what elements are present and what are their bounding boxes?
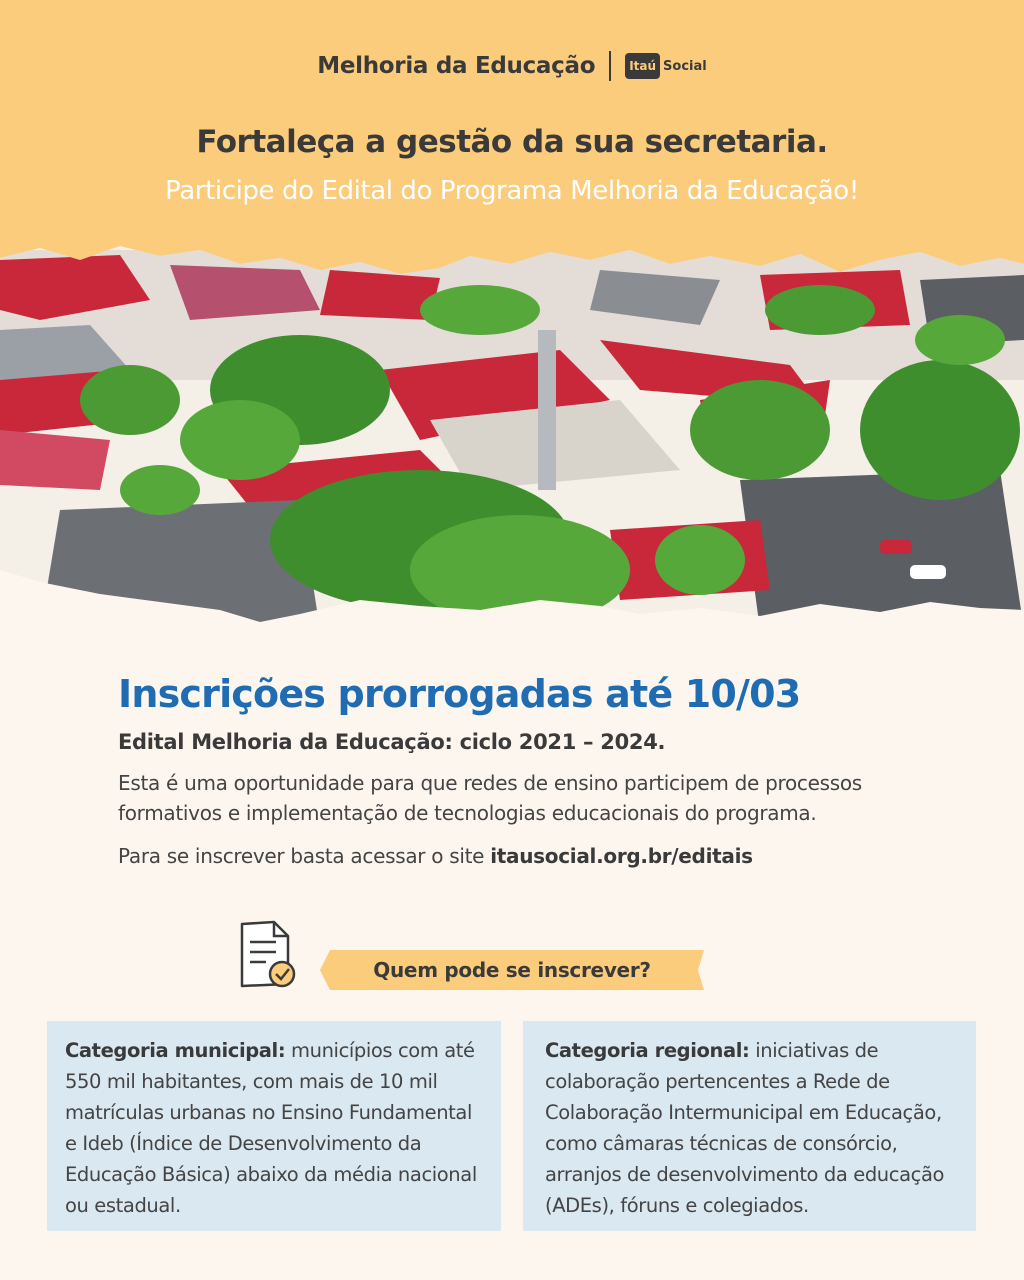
card-line: matrículas urbanas no Ensino Fundamental — [65, 1101, 472, 1124]
document-check-icon — [236, 918, 300, 994]
card-line: como câmaras técnicas de consórcio, — [545, 1132, 898, 1155]
card-municipal — [47, 1021, 501, 1231]
card-municipal-label: Categoria municipal: — [65, 1039, 286, 1062]
who-can-apply-label: Quem pode se inscrever? — [373, 958, 651, 982]
card-line: Educação Básica) abaixo da média nacional — [65, 1163, 477, 1186]
card-line: Colaboração Intermunicipal em Educação, — [545, 1101, 942, 1124]
main-content — [118, 672, 938, 868]
description-line: Esta é uma oportunidade para que redes de ensino participem de processos — [118, 771, 862, 795]
signup-instructions — [118, 844, 938, 868]
description — [118, 768, 938, 828]
card-line: colaboração pertencentes a Rede de — [545, 1070, 890, 1093]
card-line: (ADEs), fóruns e colegiados. — [545, 1194, 809, 1217]
card-line: 550 mil habitantes, com mais de 10 mil — [65, 1070, 438, 1093]
deadline-title: Inscrições prorrogadas até 10/03 — [118, 672, 801, 716]
signup-url: itausocial.org.br/editais — [490, 844, 753, 868]
card-line: municípios com até — [285, 1039, 475, 1062]
school-aerial-illustration — [0, 230, 1024, 650]
signup-prefix: Para se inscrever basta acessar o site — [118, 844, 491, 868]
subheadline: Participe do Edital do Programa Melhoria da Educação! — [165, 176, 859, 206]
brand-divider — [609, 51, 611, 81]
itau-logo-word: Social — [663, 58, 707, 74]
card-line: arranjos de desenvolvimento da educação — [545, 1163, 945, 1186]
edital-subtitle: Edital Melhoria da Educação: ciclo 2021 – 2024. — [118, 730, 666, 754]
card-line: ou estadual. — [65, 1194, 181, 1217]
card-regional — [523, 1021, 976, 1231]
itau-logo: Itaú — [625, 53, 660, 79]
card-regional-label: Categoria regional: — [545, 1039, 750, 1062]
description-line: formativos e implementação de tecnologias educacionais do programa. — [118, 801, 817, 825]
headline: Fortaleça a gestão da sua secretaria. — [196, 124, 828, 160]
card-line: iniciativas de — [749, 1039, 879, 1062]
brand-row — [0, 48, 1024, 84]
program-name: Melhoria da Educação — [317, 53, 596, 79]
card-line: e Ideb (Índice de Desenvolvimento da — [65, 1132, 422, 1155]
